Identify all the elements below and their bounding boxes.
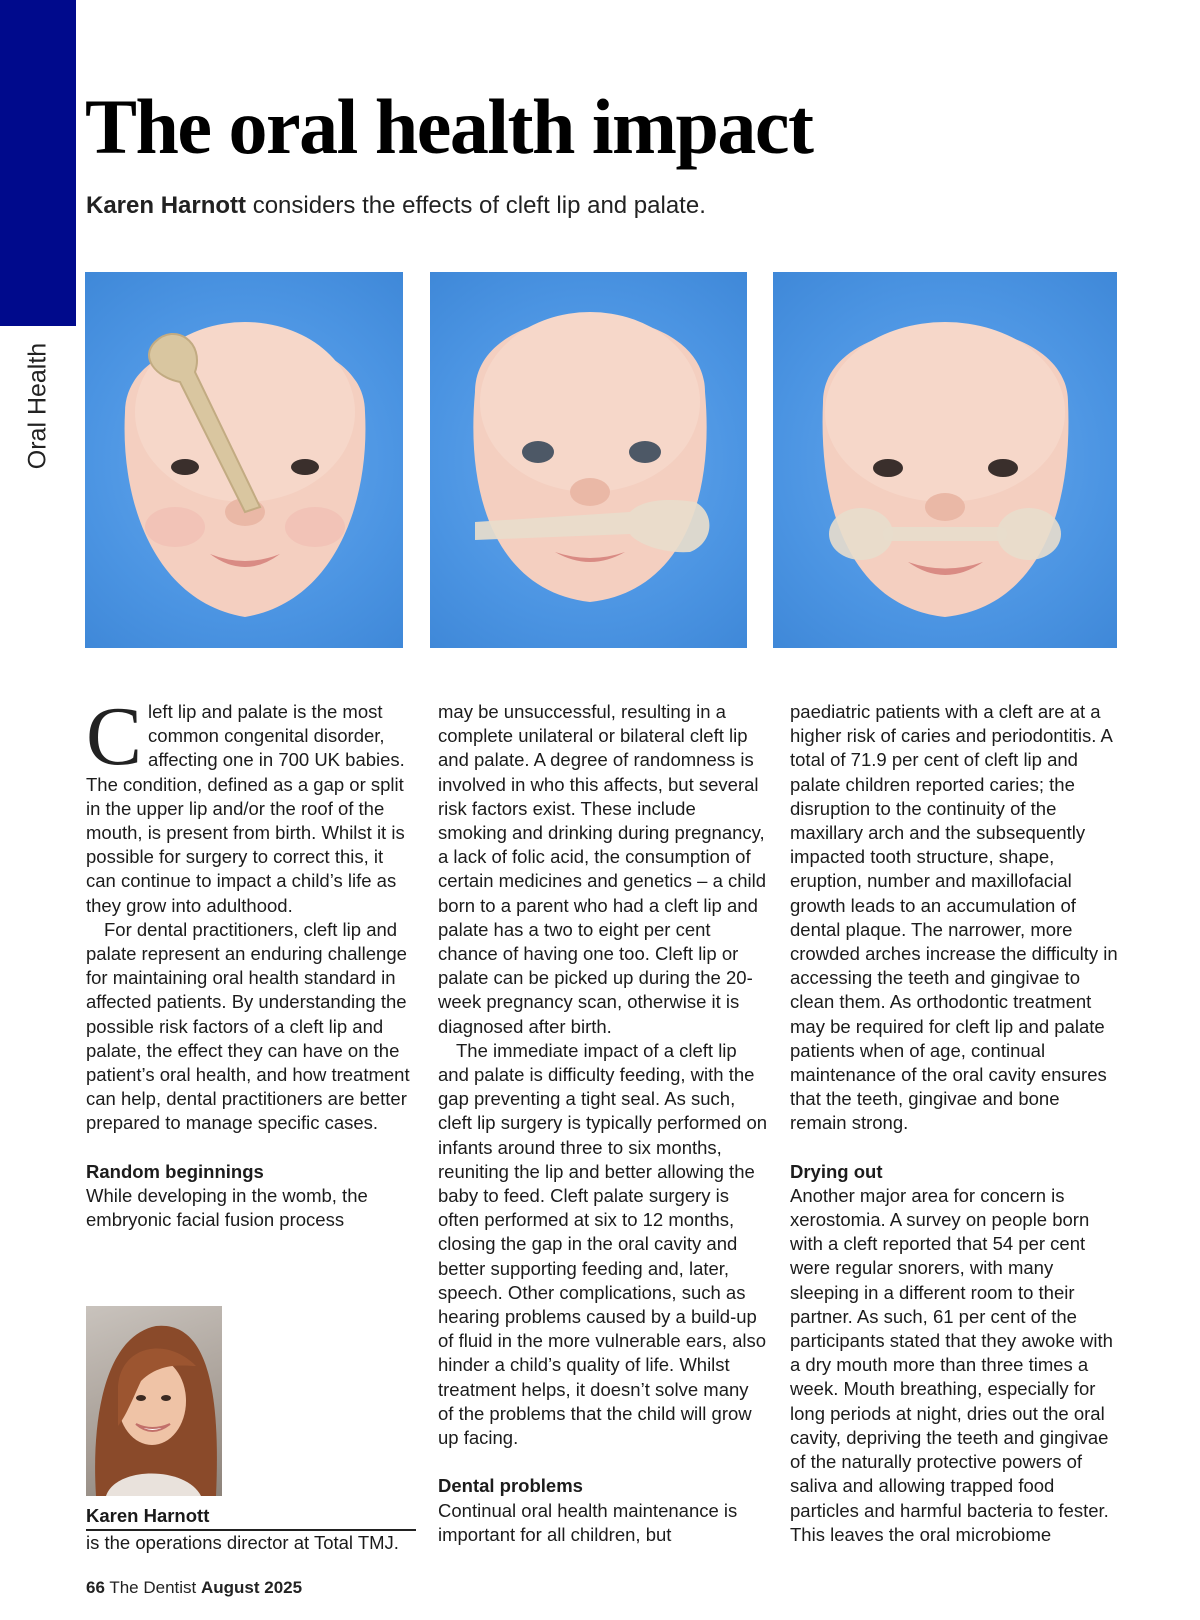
article-column-2	[438, 700, 768, 1547]
section-color-block	[0, 0, 76, 326]
paragraph	[86, 690, 416, 918]
baby-face-illustration	[773, 272, 1117, 648]
paragraph: For dental practitioners, cleft lip and palate represent an enduring challenge for maintaining oral health standard in affected patients. By understanding the possible risk factors of a cleft lip and palate, the effect they can have on the patient’s oral health, and how treatment can help, dental practitioners are better prepared to manage specific cases.	[86, 918, 410, 1134]
article-column-3	[790, 700, 1120, 1547]
subheading-random-beginnings: Random beginnings	[86, 1160, 264, 1182]
subheading-drying-out: Drying out	[790, 1160, 883, 1182]
standfirst-author: Karen Harnott	[86, 192, 247, 219]
article-column-1	[86, 690, 416, 1232]
author-name: Karen Harnott	[86, 1504, 416, 1531]
photo-baby-nasal-tape	[85, 272, 403, 648]
page-number: 66	[86, 1578, 105, 1597]
issue-date: August 2025	[201, 1578, 303, 1597]
paragraph: While developing in the womb, the embryonic facial fusion process	[86, 1184, 368, 1231]
author-photo	[86, 1306, 222, 1496]
author-role: is the operations director at Total TMJ.	[86, 1532, 399, 1553]
photo-baby-bilateral-tape	[773, 272, 1117, 648]
paragraph: The immediate impact of a cleft lip and palate is difficulty feeding, with the gap preventing a tight seal. As such, cleft lip surgery is typically performed on infants around three to six months, reuniting the lip and better allowing the baby to feed. Cleft palate surgery is often performed at six to 12 months, closing the gap in the oral cavity and better supporting feeding and, later, speech. Other complications, such as hearing problems caused by a build-up of fluid in the more vulnerable ears, also hinder a child’s quality of life. Whilst treatment helps, it doesn’t solve many of the problems that the child will grow up facing.	[438, 1039, 768, 1449]
author-bio	[86, 1504, 416, 1555]
paragraph: may be unsuccessful, resulting in a complete unilateral or bilateral cleft lip and palate. A degree of randomness is involved in who this affects, but several risk factors exist. These include smoking and drinking during pregnancy, a lack of folic acid, the consumption of certain medicines and genetics – a child born to a parent who had a cleft lip and palate has a two to eight per cent chance of having one too. Cleft lip or palate can be picked up during the 20-week pregnancy scan, otherwise it is diagnosed after birth.	[438, 701, 767, 1037]
baby-face-illustration	[430, 272, 747, 648]
paragraph: Another major area for concern is xerostomia. A survey on people born with a cleft reported that 54 per cent were regular snorers, with many sleeping in a different room to their partner. As such, 61 per cent of the participants stated that they awoke with a dry mouth more than three times a week. Mouth breathing, especially for long periods at night, dries out the oral cavity, depriving the teeth and gingivae of the naturally protective powers of saliva and allowing trapped food particles and harmful bacteria to fester. This leaves the oral microbiome	[790, 1184, 1113, 1545]
drop-cap: C	[86, 690, 143, 783]
baby-face-illustration	[85, 272, 403, 648]
standfirst-text: considers the effects of cleft lip and palate.	[246, 192, 706, 219]
author-portrait-illustration	[86, 1306, 222, 1496]
headline: The oral health impact	[85, 83, 813, 170]
paragraph-text: left lip and palate is the most common congenital disorder, affecting one in 700 UK babies. The condition, defined as a gap or split in the upper lip and/or the roof of the mouth, is present from birth. Whilst it is possible for surgery to correct this, it can continue to impact a child’s life as they grow into adulthood.	[86, 701, 405, 916]
section-label: Oral Health	[23, 342, 52, 470]
paragraph: Continual oral health maintenance is important for all children, but	[438, 1499, 738, 1545]
standfirst	[86, 192, 706, 220]
photo-baby-unilateral-tape	[430, 272, 747, 648]
magazine-name: The Dentist	[104, 1578, 201, 1597]
subheading-dental-problems: Dental problems	[438, 1475, 583, 1497]
page-footer	[86, 1578, 302, 1598]
paragraph: paediatric patients with a cleft are at a higher risk of caries and periodontitis. A total of 71.9 per cent of cleft lip and palate children reported caries; the disruption to the continuity of the maxillary arch and the subsequently impacted tooth structure, shape, eruption, number and maxillofacial growth leads to an accumulation of dental plaque. The narrower, more crowded arches increase the difficulty in accessing the teeth and gingivae to clean them. As orthodontic treatment may be required for cleft lip and palate patients when of age, continual maintenance of the oral cavity ensures that the teeth, gingivae and bone remain strong.	[790, 701, 1118, 1134]
